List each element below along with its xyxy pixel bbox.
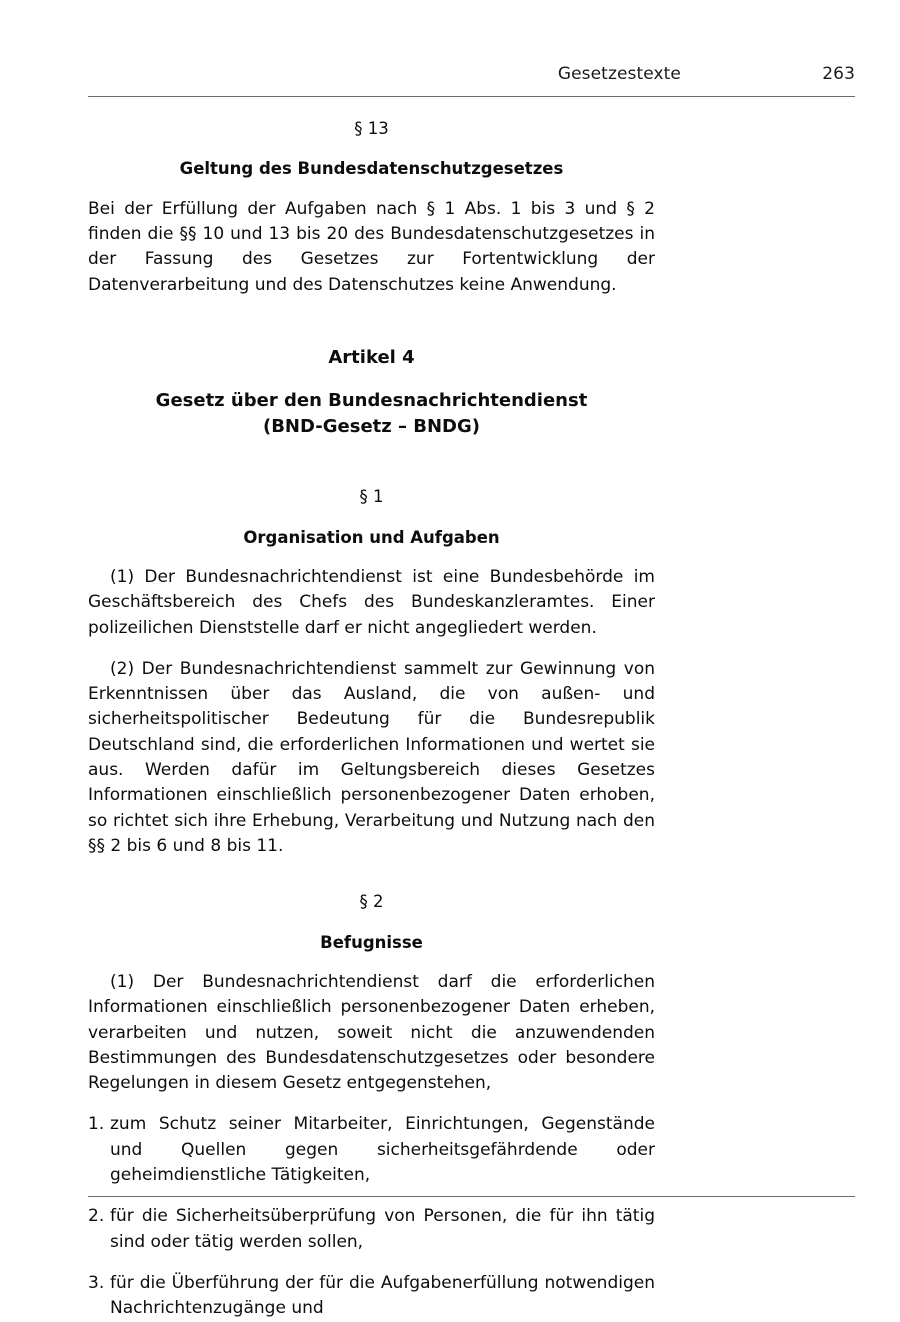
list-item-marker: 3.: [88, 1272, 105, 1293]
section-number-1: § 1: [359, 487, 384, 507]
spacer-before-section-2: [88, 859, 655, 885]
section-title-13: Geltung des Bundesdatenschutzgesetzes: [179, 159, 564, 179]
header-rule: [88, 96, 855, 97]
section-title-1: Organisation und Aufgaben: [243, 527, 500, 547]
list-item: [88, 1096, 655, 1188]
text-column: [88, 112, 655, 1322]
list-item-text: zum Schutz seiner Mitarbeiter, Einrichtungen, Gegenstände und Quellen gegen sicherheitsgefährdende oder geheimdienstliche Tätigkeiten,: [110, 1114, 655, 1186]
section-1-absatz-1: (1) Der Bundesnachrichtendienst ist eine Bundesbehörde im Geschäftsbereich des Chefs des Bundeskanzleramtes. Einer polizeilichen Dienststelle darf er nicht angegliedert werden.: [88, 566, 655, 638]
article-title-line-2: (BND-Gesetz – BNDG): [262, 416, 480, 438]
spacer-before-section-1: [88, 440, 655, 480]
list-item: [88, 1255, 655, 1322]
page-number: 263: [822, 64, 855, 84]
running-head-title: Gesetzestexte: [557, 64, 681, 84]
section-2-absatz-1: (1) Der Bundesnachrichtendienst darf die erforderlichen Informationen einschließlich personenbezogener Daten erheben, verarbeiten und nutzen, soweit nicht die anzuwendenden Bestimmungen des Bundesdatenschutzgesetzes oder besondere Regelungen in diesem Gesetz entgegenstehen,: [88, 971, 655, 1094]
section-title-2: Befugnisse: [320, 932, 423, 952]
list-item-marker: 1.: [88, 1114, 105, 1135]
list-item: [88, 1188, 655, 1255]
footer-rule: [88, 1196, 855, 1197]
section-1-absatz-2: (2) Der Bundesnachrichtendienst sammelt zur Gewinnung von Erkenntnissen über das Ausland, die von außen- und sicherheitspolitischer Bedeutung für die Bundesrepublik Deutschland sind, die erforderlichen Informationen und wertet sie aus. Werden dafür im Geltungsbereich dieses Gesetzes Informationen einschließlich personenbezogener Daten erhoben, so richtet sich ihre Erhebung, Verarbeitung und Nutzung nach den §§ 2 bis 6 und 8 bis 11.: [88, 658, 655, 856]
section-13-body: Bei der Erfüllung der Aufgaben nach § 1 Abs. 1 bis 3 und § 2 finden die §§ 10 und 13 bis 20 des Bundesdatenschutzgesetzes in der Fassung des Gesetzes zur Fortentwicklung der Datenverarbeitung und des Datenschutzes keine Anwendung.: [88, 198, 655, 295]
list-item-text: für die Sicherheitsüberprüfung von Personen, die für ihn tätig sind oder tätig werden sollen,: [110, 1206, 655, 1252]
list-item-text: für die Überführung der für die Aufgabenerfüllung notwendigen Nachrichtenzugänge und: [110, 1272, 655, 1319]
article-number: Artikel 4: [328, 346, 415, 368]
section-number-2: § 2: [359, 892, 384, 912]
article-title-line-1: Gesetz über den Bundesnachrichtendienst: [155, 390, 588, 412]
running-head: [88, 64, 855, 84]
section-number-13: § 13: [354, 119, 389, 138]
section-2-numbered-list: [88, 1096, 655, 1321]
list-item-marker: 2.: [88, 1206, 105, 1227]
